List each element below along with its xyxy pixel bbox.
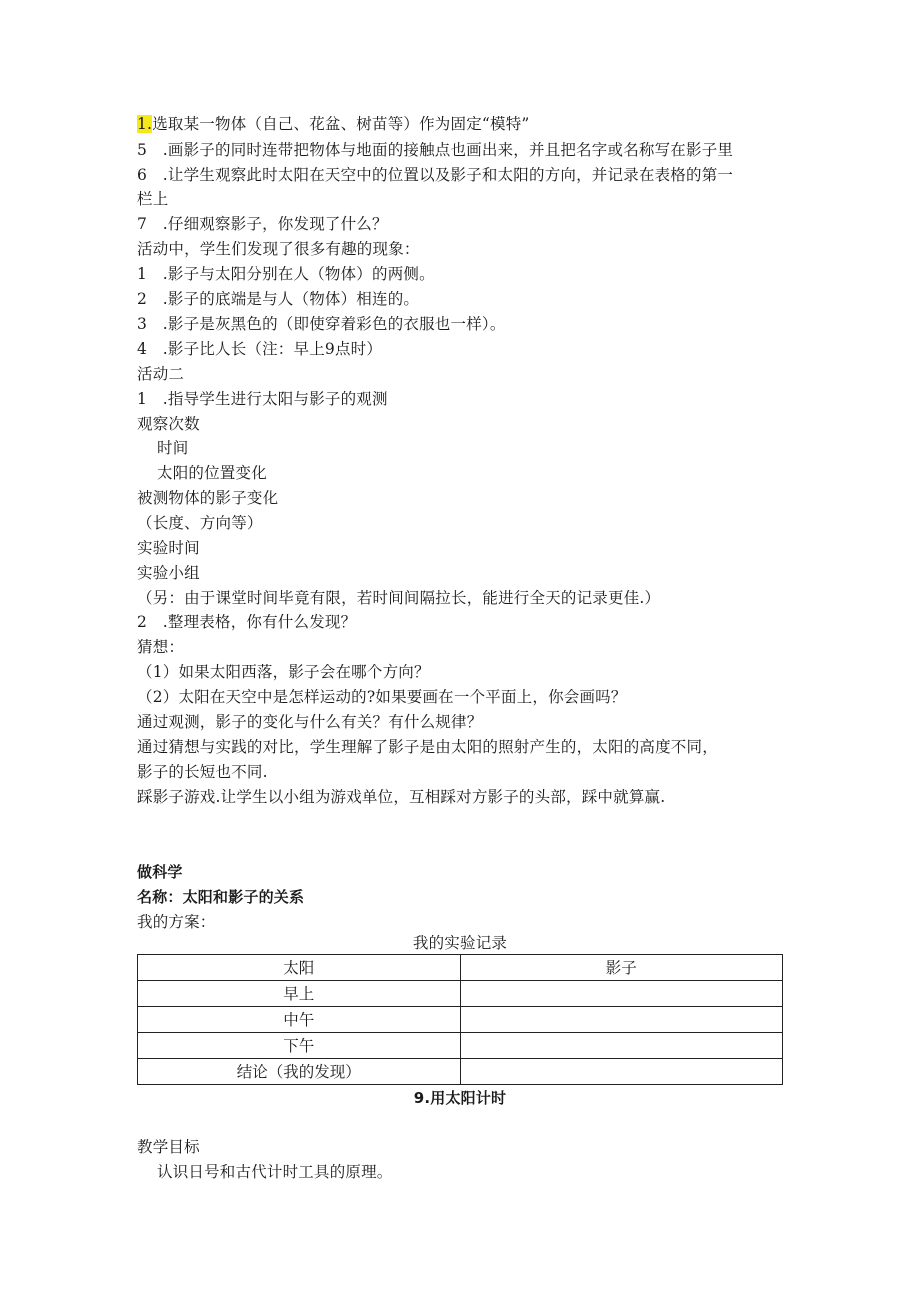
table-row	[138, 981, 783, 1007]
row-label: 早上	[138, 981, 461, 1007]
finding-4: 4 .影子比人长（注：早上9点时）	[137, 340, 383, 358]
row-label: 结论（我的发现）	[138, 1059, 461, 1085]
activity-name: 名称：太阳和影子的关系	[137, 888, 305, 906]
guess-1: （1）如果太阳西落，影子会在哪个方向？	[137, 663, 430, 681]
row-label: 下午	[138, 1033, 461, 1059]
table-row	[138, 1033, 783, 1059]
activity-2-step-2: 2 .整理表格，你有什么发现？	[137, 613, 357, 631]
conclusion-line-2: 影子的长短也不同.	[137, 763, 268, 781]
row-value	[460, 1033, 783, 1059]
lesson-9-title: 9.用太阳计时	[413, 1089, 507, 1107]
conclusion-line-1: 通过猜想与实践的对比，学生理解了影子是由太阳的照射产生的，太阳的高度不同，	[137, 738, 718, 756]
my-plan-label: 我的方案：	[137, 913, 216, 931]
time-label: 时间	[157, 439, 189, 457]
observation-count-label: 观察次数	[137, 415, 200, 433]
finding-1: 1 .影子与太阳分别在人（物体）的两侧。	[137, 265, 435, 283]
teaching-goal-text: 认识日号和古代计时工具的原理。	[157, 1163, 393, 1181]
row-value	[460, 1007, 783, 1033]
finding-2: 2 .影子的底端是与人（物体）相连的。	[137, 290, 420, 308]
row-label: 中午	[138, 1007, 461, 1033]
length-direction-note: （长度、方向等）	[137, 514, 263, 532]
finding-3: 3 .影子是灰黑色的（即使穿着彩色的衣服也一样）。	[137, 315, 506, 333]
experiment-group-label: 实验小组	[137, 564, 200, 582]
experiment-time-label: 实验时间	[137, 539, 200, 557]
row-value	[460, 981, 783, 1007]
highlighted-number: 1.	[137, 115, 153, 133]
row-value	[460, 1059, 783, 1085]
record-table-title: 我的实验记录	[412, 934, 508, 952]
sun-position-label: 太阳的位置变化	[157, 464, 267, 482]
step-1-line	[137, 113, 530, 135]
do-science-heading: 做科学	[137, 863, 183, 881]
step-7-line: 7 .仔细观察影子，你发现了什么？	[137, 215, 388, 233]
findings-intro: 活动中，学生们发现了很多有趣的现象：	[137, 240, 420, 258]
step-1-text: 选取某一物体（自己、花盆、树苗等）作为固定“模特”	[152, 115, 530, 133]
activity-2-step-1: 1 .指导学生进行太阳与影子的观测	[137, 390, 388, 408]
guess-heading: 猜想：	[137, 638, 185, 656]
shadow-change-label: 被测物体的影子变化	[137, 489, 279, 507]
header-shadow: 影子	[460, 955, 783, 981]
extra-note: （另：由于课堂时间毕竟有限，若时间间隔拉长，能进行全天的记录更佳.）	[137, 589, 661, 607]
shadow-game-line: 踩影子游戏.让学生以小组为游戏单位，互相踩对方影子的头部，踩中就算赢.	[137, 788, 666, 806]
table-row	[138, 1007, 783, 1033]
activity-2-heading: 活动二	[137, 365, 185, 383]
guess-2: （2）太阳在天空中是怎样运动的?如果要画在一个平面上，你会画吗？	[137, 688, 627, 706]
table-header-row	[138, 955, 783, 981]
header-sun: 太阳	[138, 955, 461, 981]
step-5-line: 5 .画影子的同时连带把物体与地面的接触点也画出来，并且把名字或名称写在影子里	[137, 141, 734, 159]
experiment-record-table	[137, 954, 783, 1085]
step-6-line: 6 .让学生观察此时太阳在天空中的位置以及影子和太阳的方向，并记录在表格的第一	[137, 166, 734, 184]
step-6-continued: 栏上	[137, 190, 169, 208]
observation-question: 通过观测，影子的变化与什么有关？有什么规律？	[137, 713, 483, 731]
teaching-goal-heading: 教学目标	[137, 1138, 200, 1156]
table-row	[138, 1059, 783, 1085]
